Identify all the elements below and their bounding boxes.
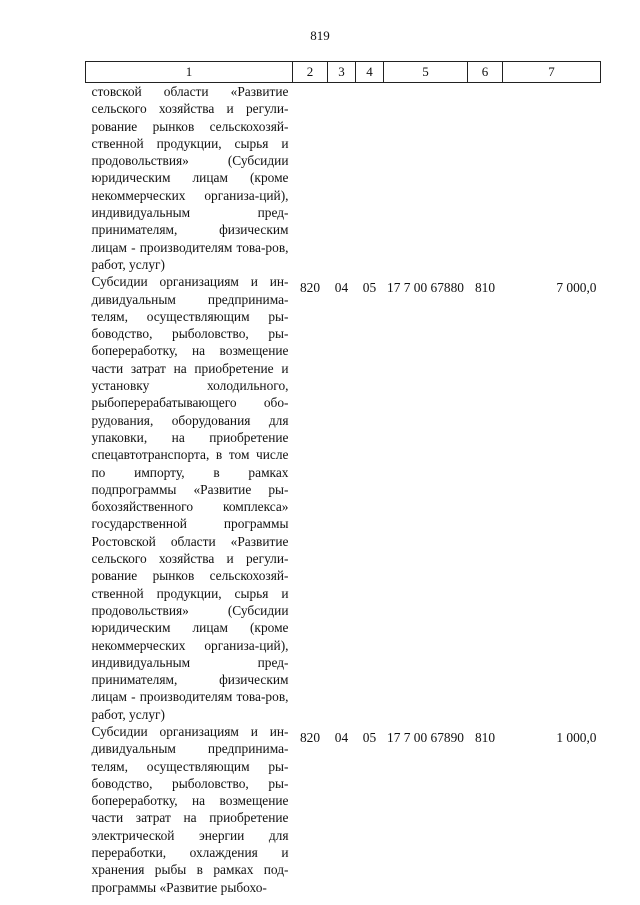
row-expense-type: 810 [474, 280, 496, 296]
row-amount [503, 83, 601, 274]
table-row [86, 723, 601, 896]
row-subsection-code [356, 83, 384, 274]
row-section-code [328, 83, 356, 274]
row-ministry-code: 820 [299, 729, 321, 745]
row-section-code: 04 [334, 729, 349, 745]
header-col-1: 1 [86, 62, 293, 83]
row-ministry-code: 820 [299, 280, 321, 296]
row-section-code: 04 [334, 280, 349, 296]
row-subsection-code: 05 [362, 729, 377, 745]
header-col-3: 3 [328, 62, 356, 83]
row-amount: 1 000,0 [556, 729, 597, 745]
row-description: Субсидии организациям и ин-дивидуальным предпринима-телям, осуществляющим ры-боводство, рыболовство, ры-бопереработку, на возмещение части затрат на приобретение электрической энергии для переработки, охлаждения и хранения рыбы в рамках под-программы «Развитие рыбохо- [91, 723, 289, 895]
budget-table [85, 61, 601, 896]
row-description: стовской области «Развитие сельского хозяйства и регули-рование рынков сельскохозяй-ственной продукции, сырья и продовольствия» (Субсидии юридическим лицам (кроме некоммерческих организа-ций), индивидуальным пред-принимателям, физическим лицам - производителям това-ров, работ, услуг) [91, 84, 289, 272]
table-header-row [86, 62, 601, 83]
header-col-7: 7 [503, 62, 601, 83]
row-ministry-code [293, 83, 328, 274]
row-target-article [384, 83, 468, 274]
row-target-article: 17 7 00 67880 [387, 280, 464, 296]
row-expense-type: 810 [474, 729, 496, 745]
header-col-2: 2 [293, 62, 328, 83]
row-subsection-code: 05 [362, 280, 377, 296]
row-expense-type [468, 83, 503, 274]
table-row [86, 273, 601, 723]
row-amount: 7 000,0 [556, 280, 597, 296]
table-row [86, 83, 601, 274]
header-col-4: 4 [356, 62, 384, 83]
row-description: Субсидии организациям и ин-дивидуальным предпринима-телям, осуществляющим ры-боводство, рыболовство, ры-бопереработку, на возмещение части затрат на приобретение и установку холодильного, рыбоперерабатывающего обо-рудования, оборудования для упаковки, на приобретение спецавтотранспорта, в том числе по импорту, в рамках подпрограммы «Развитие ры-бохозяйственного комплекса» государственной программы Ростовской области «Развитие сельского хозяйства и регули-рование рынков сельскохозяй-ственной продукции, сырья и продовольствия» (Субсидии юридическим лицам (кроме некоммерческих организа-ций), индивидуальным пред-принимателям, физическим лицам - производителям това-ров, работ, услуг) [91, 274, 289, 722]
page-number: 819 [310, 28, 330, 43]
header-col-5: 5 [384, 62, 468, 83]
header-col-6: 6 [468, 62, 503, 83]
row-target-article: 17 7 00 67890 [387, 729, 464, 745]
